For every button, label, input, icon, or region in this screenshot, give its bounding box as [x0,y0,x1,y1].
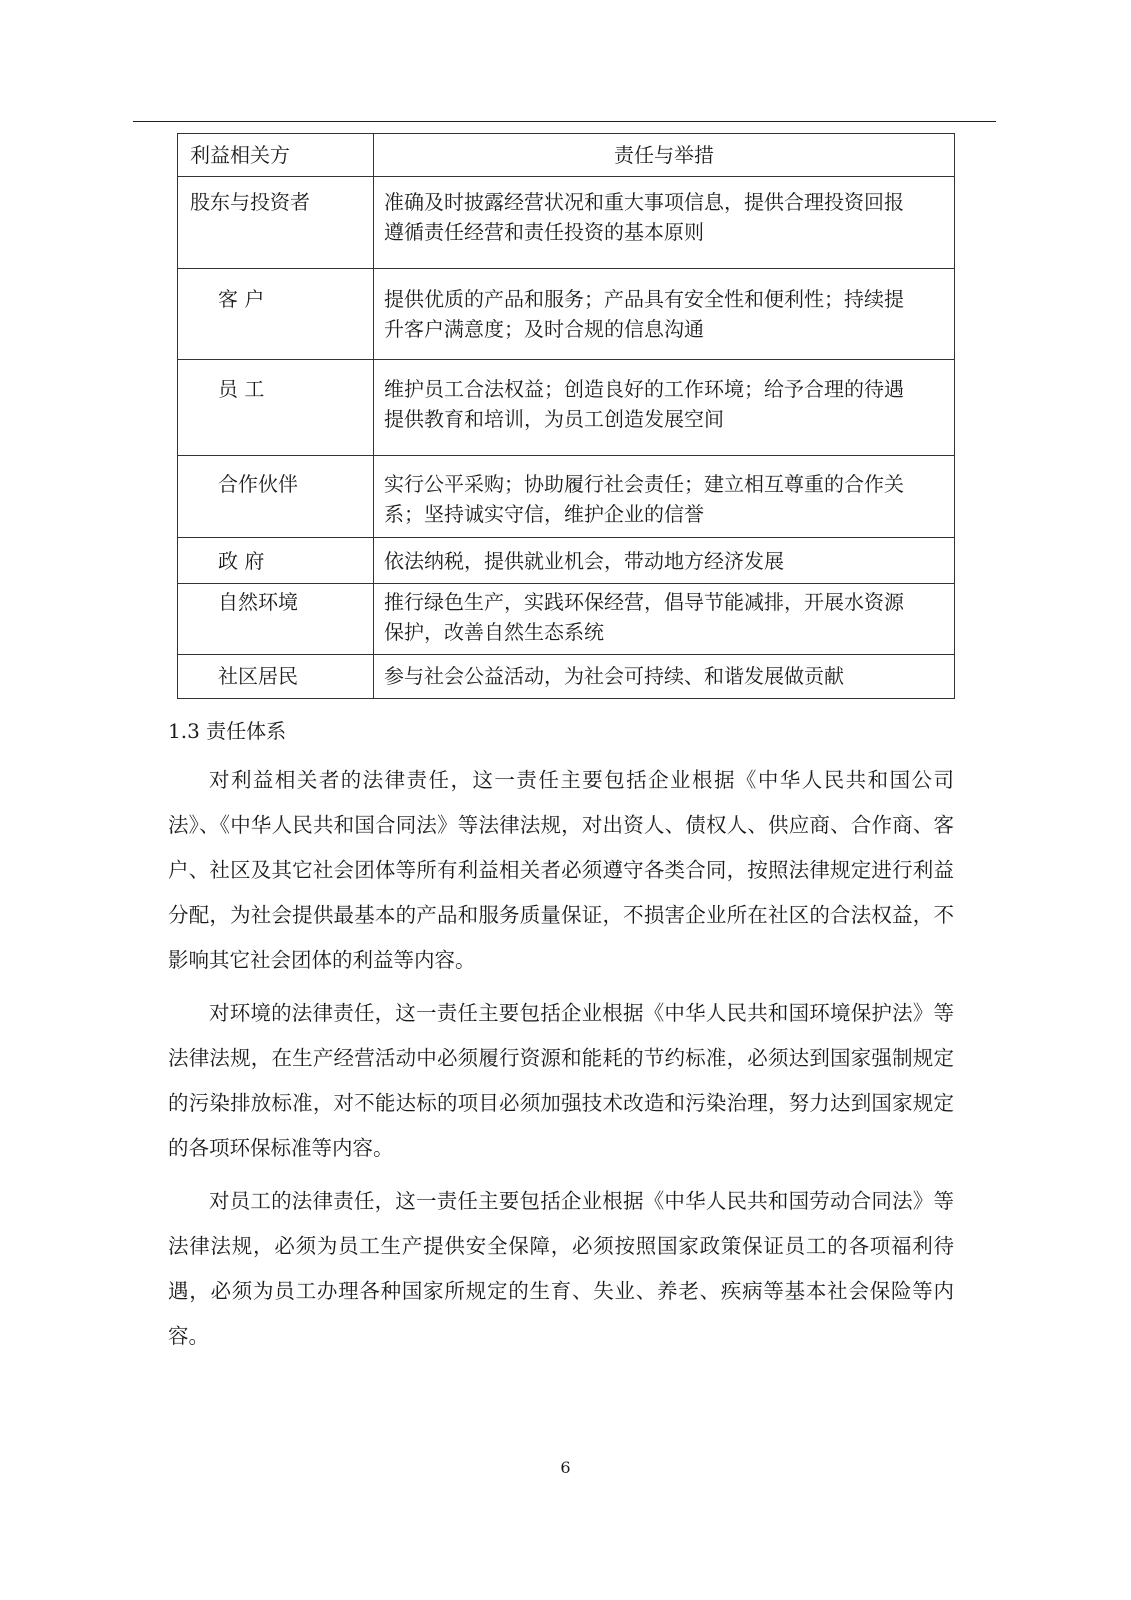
stakeholder-label: 政 府 [218,549,265,573]
stakeholder-table [177,133,955,699]
responsibility-line: 参与社会公益活动，为社会可持续、和谐发展做贡献 [384,664,844,688]
table-header-row [178,134,955,177]
stakeholder-label: 合作伙伴 [218,472,298,496]
responsibility-cell [374,584,955,655]
paragraph: 对利益相关者的法律责任，这一责任主要包括企业根据《中华人民共和国公司法》、《中华人民共和国合同法》等法律法规，对出资人、债权人、供应商、合作商、客户、社区及其它社会团体等所有利益相关者必须遵守各类合同，按照法律规定进行利益分配，为社会提供最基本的产品和服务质量保证，不损害企业所在社区的合法权益，不影响其它社会团体的利益等内容。 [168,768,954,972]
responsibility-line: 维护员工合法权益；创造良好的工作环境；给予合理的待遇 [384,377,904,401]
paragraph: 对员工的法律责任，这一责任主要包括企业根据《中华人民共和国劳动合同法》等法律法规，必须为员工生产提供安全保障，必须按照国家政策保证员工的各项福利待遇，必须为员工办理各种国家所规定的生育、失业、养老、疾病等基本社会保险等内容。 [168,1189,954,1348]
responsibility-line: 依法纳税，提供就业机会，带动地方经济发展 [384,549,784,573]
responsibility-line: 提供优质的产品和服务；产品具有安全性和便利性；持续提 [384,287,904,311]
stakeholder-label: 股东与投资者 [190,190,310,214]
paragraph: 对环境的法律责任，这一责任主要包括企业根据《中华人民共和国环境保护法》等法律法规，在生产经营活动中必须履行资源和能耗的节约标准，必须达到国家强制规定的污染排放标准，对不能达标的项目必须加强技术改造和污染治理，努力达到国家规定的各项环保标准等内容。 [168,1001,954,1160]
table-row [178,584,955,655]
stakeholder-cell [178,456,374,538]
body-text [168,758,954,1367]
header-stakeholder: 利益相关方 [178,134,374,177]
responsibility-cell [374,177,955,269]
responsibility-line: 推行绿色生产，实践环保经营，倡导节能减排，开展水资源 [384,590,904,614]
responsibility-line: 准确及时披露经营状况和重大事项信息，提供合理投资回报 [384,190,904,214]
responsibility-cell [374,655,955,699]
responsibility-cell [374,269,955,360]
table-row [178,456,955,538]
table-row [178,269,955,360]
table-row [178,360,955,456]
table-row [178,655,955,699]
stakeholder-cell [178,584,374,655]
page-number: 6 [560,1458,571,1477]
stakeholder-cell [178,655,374,699]
responsibility-line: 实行公平采购；协助履行社会责任；建立相互尊重的合作关 [384,472,904,496]
responsibility-cell [374,456,955,538]
stakeholder-cell [178,269,374,360]
stakeholder-label: 员 工 [218,377,265,401]
responsibility-line: 提供教育和培训，为员工创造发展空间 [384,407,724,431]
header-responsibility: 责任与举措 [374,134,955,177]
stakeholder-cell [178,177,374,269]
responsibility-line: 升客户满意度；及时合规的信息沟通 [384,317,704,341]
responsibility-line: 系；坚持诚实守信，维护企业的信誉 [384,502,704,526]
responsibility-line: 遵循责任经营和责任投资的基本原则 [384,220,704,244]
table-row [178,538,955,584]
section-heading: 1.3 责任体系 [168,719,287,743]
stakeholder-label: 社区居民 [218,664,298,688]
responsibility-cell [374,360,955,456]
responsibility-line: 保护，改善自然生态系统 [384,620,604,644]
header-rule [133,121,996,122]
stakeholder-cell [178,360,374,456]
stakeholder-label: 客 户 [218,287,265,311]
responsibility-cell [374,538,955,584]
table-row [178,177,955,269]
stakeholder-label: 自然环境 [218,590,298,614]
stakeholder-cell [178,538,374,584]
